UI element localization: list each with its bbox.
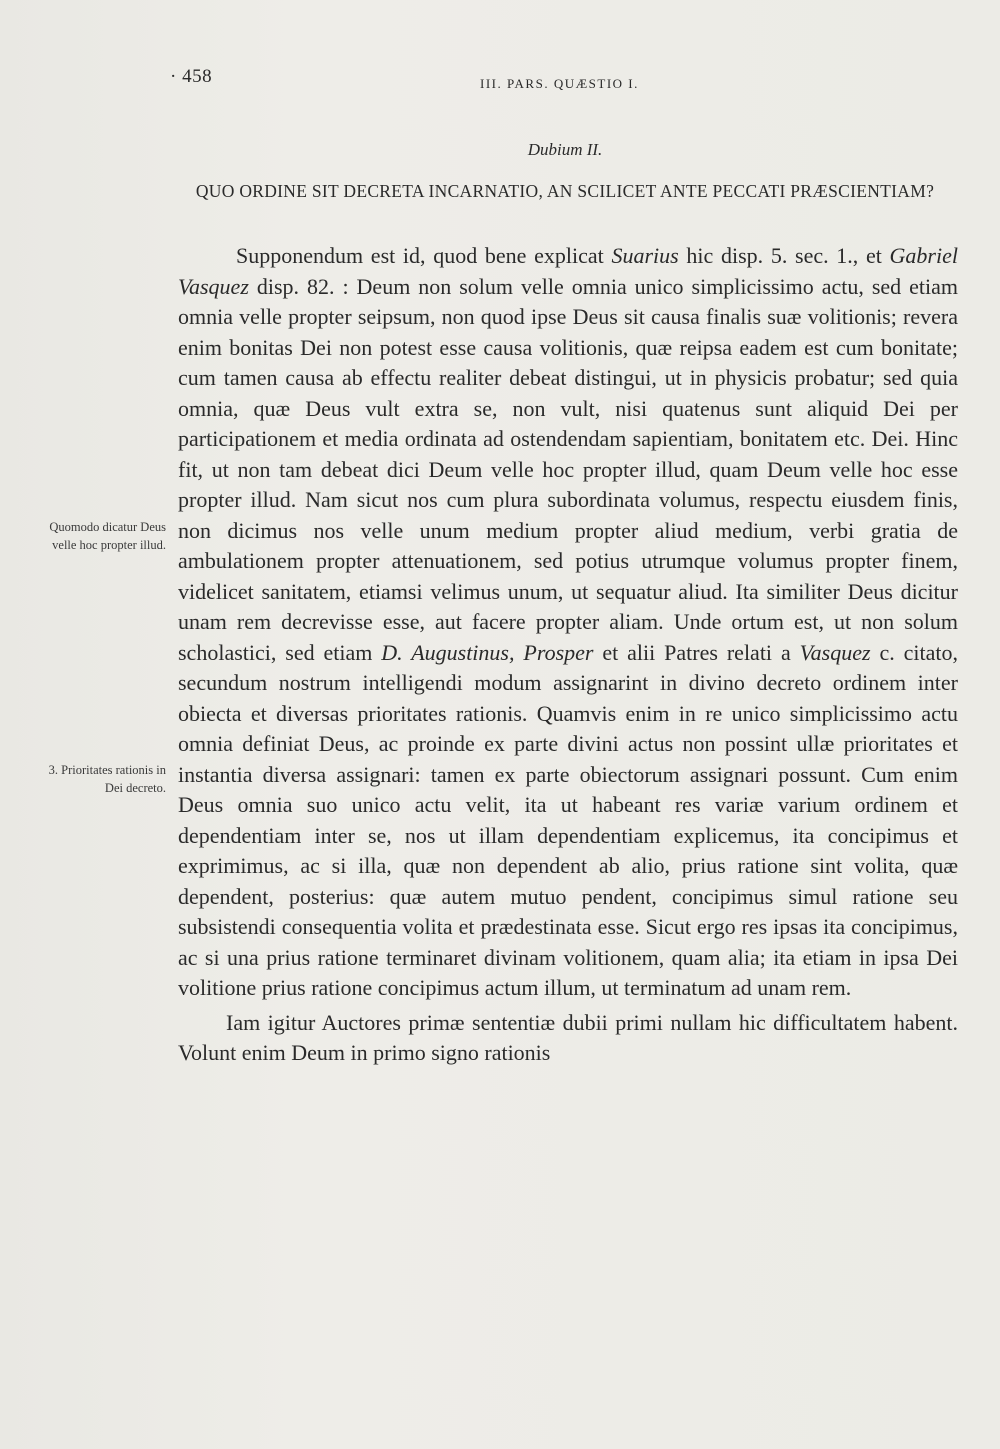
text-span: c. citato, secundum nostrum intelligendi modum assignarint in divino decreto ordinem inter obiecta et diversas prioritates rationis. Quamvis enim in re unico simplicissimo actu omnia definiat Deus, ac proinde ex parte divini actus non possint ullæ prioritates et instantia diversa assignari: tamen ex parte obiectorum assignari possunt. Cum enim Deus omnia suo unico actu velit, ita ut habeant res variæ varium ordinem et dependentiam inter se, nos ut illam dependentiam explicemus, ita concipimus et exprimimus, ac si illa, quæ non dependent ab alio, prius ratione sint volita, quæ dependent, posterius: quæ autem mutuo pendent, concipimus simul ratione seu subsistendi consequentia volita et prædestinata esse. Sicut ergo res ipsas ita concipimus, ac si una prius ratione terminaret divinam volitionem, quam alia; ita etiam in ipsa Dei volitione prius ratione concipimus actum illum, ut terminatum ad unam rem. — [178, 639, 958, 1000]
author-name: D. Augustinus, Prosper — [381, 639, 594, 665]
page-number: · 458 — [170, 66, 213, 87]
author-name: Suarius — [611, 243, 679, 268]
paragraph: Iam igitur Auctores primæ sententiæ dubii primi nullam hic difficultatem habent. Volunt enim Deum in primo signo rationis — [178, 1009, 958, 1065]
text-span: et alii Patres relati a — [593, 639, 800, 665]
paragraph — [178, 241, 958, 1004]
author-name: Vasquez — [799, 639, 871, 665]
section-title: QUO ORDINE SIT DECRETA INCARNATIO, AN SCILICET ANTE PECCATI PRÆSCIENTIAM? — [195, 181, 935, 201]
author-name: Gabriel Vasquez — [178, 243, 958, 299]
text-span: disp. 82. : Deum non solum velle omnia unico simplicissimo actu, sed etiam omnia velle propter seipsum, non quod ipse Deus sit causa finalis suæ volitionis; revera enim bonitas Dei non potest esse causa volitionis, quæ reipsa eadem est cum bonitate; cum tamen causa ab effectu realiter debeat distingui, ut in physicis probatur; sed quia omnia, quæ Deus vult extra se, non vult, nisi quatenus sunt aliquid Dei per participationem et media ordinata ad ostendendam sapientiam, bonitatem etc. Dei. Hinc fit, ut non tam debeat dici Deum velle hoc propter illud, quam Deum velle hoc esse propter illud. Nam sicut nos cum plura subordinata volumus, respectu eiusdem finis, non dicimus nos velle unum medium propter aliud medium, verbi gratia de ambulationem propter attenuationem, sed potius utrumque volumus propter finem, videlicet sanitatem, etiamsi velimus unum, ut sequatur aliud. Ita similiter Deus dicitur unam rem decrevisse esse, aut facere propter aliam. Unde ortum est, ut non solum scholastici, sed etiam — [178, 273, 958, 665]
margin-note: 3. Prioritates rationis in Dei decreto. — [48, 763, 166, 795]
dubium-heading: Dubium II. — [527, 140, 603, 159]
body-text — [178, 241, 958, 1069]
margin-note: Quomodo dicatur Deus velle hoc propter illud. — [49, 520, 166, 552]
page-header — [170, 66, 960, 96]
text-span: hic disp. 5. sec. 1., et — [678, 243, 890, 268]
running-head: III. PARS. QUÆSTIO I. — [480, 76, 639, 91]
text-span: Supponendum est id, quod bene explicat — [236, 243, 612, 268]
